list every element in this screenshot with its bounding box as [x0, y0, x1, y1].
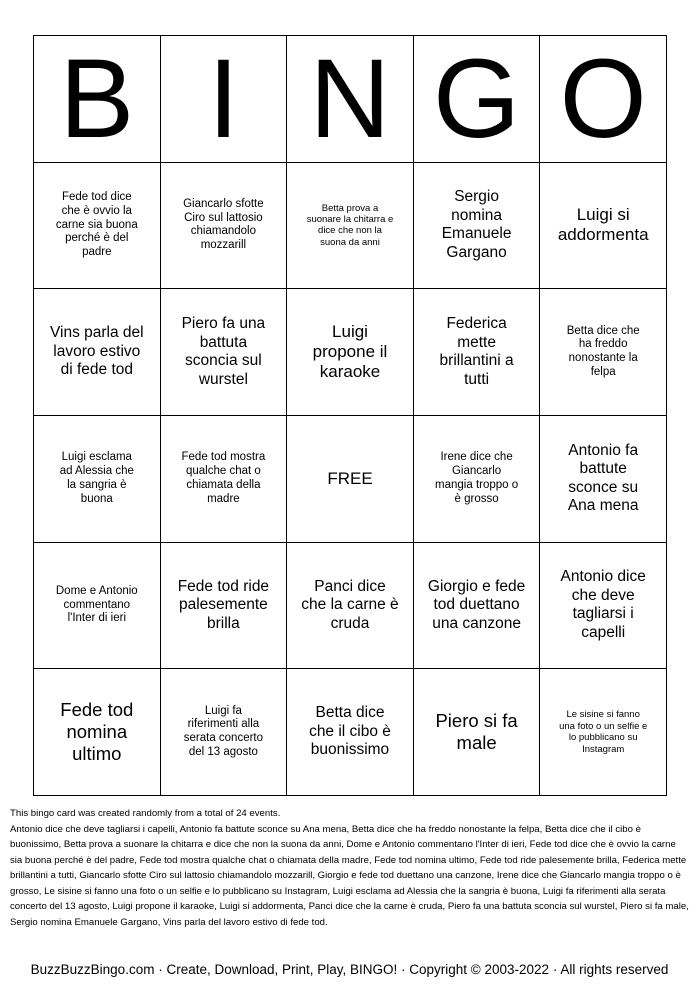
header-letter-b: B — [34, 36, 161, 163]
bingo-cell: Irene dice che Giancarlo mangia troppo o è grosso — [414, 416, 541, 543]
header-letter-n: N — [287, 36, 414, 163]
bingo-cell: Dome e Antonio commentano l'Inter di ieri — [34, 543, 161, 670]
bingo-cell: Luigi fa riferimenti alla serata concerto del 13 agosto — [161, 669, 288, 796]
bingo-cell: Antonio dice che deve tagliarsi i capelli — [540, 543, 667, 670]
bingo-cell: Vins parla del lavoro estivo di fede tod — [34, 289, 161, 416]
bingo-cell: Giorgio e fede tod duettano una canzone — [414, 543, 541, 670]
bingo-cell: Betta dice che il cibo è buonissimo — [287, 669, 414, 796]
bingo-cell: Piero fa una battuta sconcia sul wurstel — [161, 289, 288, 416]
header-letter-i: I — [161, 36, 288, 163]
bingo-cell: Luigi propone il karaoke — [287, 289, 414, 416]
bingo-cell: Betta prova a suonare la chitarra e dice che non la suona da anni — [287, 163, 414, 290]
bingo-cell: Luigi si addormenta — [540, 163, 667, 290]
bingo-cell: Piero si fa male — [414, 669, 541, 796]
events-note-list: Antonio dice che deve tagliarsi i capelli, Antonio fa battute sconce su Ana mena, Betta dice che ha freddo nonostante la felpa, Betta dice che il cibo è buonissimo, Betta prova a suonare la chitarra e dice che non la suona da anni, Dome e Antonio commentano l'Inter di ieri, Fede tod dice che è ovvio la carne sia buona perché è del padre, Fede tod mostra qualche chat o chiamata della madre, Fede tod nomina ultimo, Fede tod ride palesemente brilla, Federica mette brillantini a tutti, Giancarlo sfotte Ciro sul lattosio chiamandolo mozzarill, Giorgio e fede tod duettano una canzone, Irene dice che Giancarlo mangia troppo o è grosso, Le sisine si fanno una foto o un selfie e lo pubblicano su Instagram, Luigi esclama ad Alessia che la sangria è buona, Luigi fa riferimenti alla serata concerto del 13 agosto, Luigi propone il karaoke, Luigi si addormenta, Panci dice che la carne è cruda, Piero fa una battuta sconcia sul wurstel, Piero si fa male, Sergio nomina Emanuele Gargano, Vins parla del lavoro estivo di fede tod. — [10, 823, 689, 928]
bingo-cell: Fede tod nomina ultimo — [34, 669, 161, 796]
bingo-cell: Le sisine si fanno una foto o un selfie e lo pubblicano su Instagram — [540, 669, 667, 796]
events-note — [10, 806, 690, 930]
bingo-cell: Panci dice che la carne è cruda — [287, 543, 414, 670]
events-note-intro: This bingo card was created randomly from a total of 24 events. — [10, 808, 281, 819]
bingo-cell: Fede tod ride palesemente brilla — [161, 543, 288, 670]
bingo-cell: Betta dice che ha freddo nonostante la felpa — [540, 289, 667, 416]
copyright-footer: BuzzBuzzBingo.com · Create, Download, Print, Play, BINGO! · Copyright © 2003-2022 · All rights reserved — [30, 962, 669, 977]
bingo-cell: Giancarlo sfotte Ciro sul lattosio chiamandolo mozzarill — [161, 163, 288, 290]
bingo-cell: Antonio fa battute sconce su Ana mena — [540, 416, 667, 543]
bingo-cell: Sergio nomina Emanuele Gargano — [414, 163, 541, 290]
bingo-card — [33, 35, 667, 796]
header-letter-g: G — [414, 36, 541, 163]
bingo-cell: Luigi esclama ad Alessia che la sangria è buona — [34, 416, 161, 543]
bingo-cell: Fede tod dice che è ovvio la carne sia buona perché è del padre — [34, 163, 161, 290]
free-cell: FREE — [287, 416, 414, 543]
bingo-cell: Federica mette brillantini a tutti — [414, 289, 541, 416]
bingo-cell: Fede tod mostra qualche chat o chiamata della madre — [161, 416, 288, 543]
header-letter-o: O — [540, 36, 667, 163]
